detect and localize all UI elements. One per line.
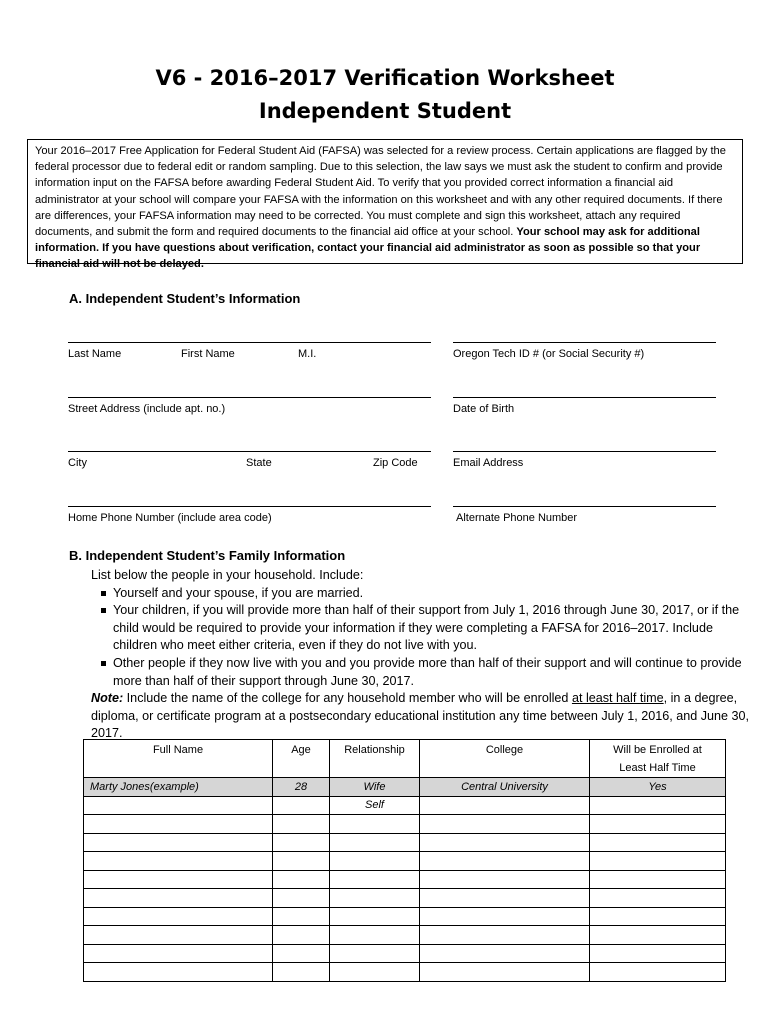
alt-phone-label: Alternate Phone Number xyxy=(456,512,578,524)
table-row[interactable] xyxy=(84,796,726,815)
household-table xyxy=(83,739,726,982)
email-field-line[interactable] xyxy=(453,451,716,452)
intro-bold-text-2: . If you have questions about verification, contact your financial aid administrator as soon as possible so that your financial aid will not be delayed. xyxy=(35,242,701,271)
table-row[interactable] xyxy=(84,963,726,982)
street-label: Street Address (include apt. no.) xyxy=(68,403,226,415)
list-item: Your children, if you will provide more than half of their support from July 1, 2016 through June 30, 2017, or if the child would be required to provide your information if they were completing a FAFSA for 2016–2017. Include children who meet either criteria, even if they do not live with you. xyxy=(91,602,751,655)
id-label: Oregon Tech ID # (or Social Security #) xyxy=(453,348,645,360)
col-age: Age xyxy=(273,740,330,778)
example-enrolled: Yes xyxy=(590,778,726,797)
street-field-line[interactable] xyxy=(68,397,431,398)
col-enrolled: Will be Enrolled at Least Half Time xyxy=(590,740,726,778)
table-row[interactable] xyxy=(84,815,726,834)
page-subtitle: Independent Student xyxy=(258,99,512,123)
intro-text: Your 2016–2017 Free Application for Federal Student Aid (FAFSA) was selected for a review process. Certain applications are flagged by the federal processor due to federal edit or random sampling. Due to this selection, the law says we must ask the student to confirm and provide information input on the FAFSA before awarding Federal Student Aid. To verify that you provided correct information a financial aid administrator at your school will compare your FAFSA with the information on this worksheet and with any other required documents. If there are differences, your FAFSA information may need to be corrected. You must complete and sign this worksheet, attach any required documents, and submit the form and required documents to the financial aid office at your school. xyxy=(35,145,726,239)
table-row[interactable] xyxy=(84,870,726,889)
list-item: Yourself and your spouse, if you are married. xyxy=(91,585,751,603)
note-paragraph: Note: Include the name of the college for any household member who will be enrolled at least half time, in a degree, diploma, or certificate program at a postsecondary educational institution any time between July 1, 2016, and June 30, 2017. xyxy=(91,691,750,741)
home-phone-field-line[interactable] xyxy=(68,506,431,507)
last-name-label: Last Name xyxy=(68,348,122,360)
table-row[interactable] xyxy=(84,926,726,945)
bullet-square-icon xyxy=(101,608,106,613)
self-label: Self xyxy=(330,796,420,815)
family-instructions xyxy=(91,567,751,743)
bullet-square-icon xyxy=(101,661,106,666)
zip-label: Zip Code xyxy=(373,457,418,469)
example-relationship: Wife xyxy=(330,778,420,797)
state-label: State xyxy=(246,457,272,469)
table-row[interactable] xyxy=(84,889,726,908)
section-a-heading: A. Independent Student’s Information xyxy=(69,291,301,306)
note-underlined: at least half time xyxy=(571,691,664,706)
city-field-line[interactable] xyxy=(68,451,431,452)
table-row[interactable] xyxy=(84,852,726,871)
table-header-row xyxy=(84,740,726,778)
page-title: V6 - 2016–2017 Verification Worksheet xyxy=(155,66,615,90)
intro-bold-text-1: Your school may ask for additional information xyxy=(35,226,700,255)
alt-phone-field-line[interactable] xyxy=(453,506,716,507)
family-bullet-list xyxy=(91,585,751,691)
list-item: Other people if they now live with you and you provide more than half of their support and will continue to provide more than half of their support through June 30, 2017. xyxy=(91,655,751,690)
example-college: Central University xyxy=(420,778,590,797)
col-full-name: Full Name xyxy=(84,740,273,778)
family-intro: List below the people in your household. Include: xyxy=(91,568,364,582)
home-phone-label: Home Phone Number (include area code) xyxy=(68,512,272,524)
intro-box xyxy=(27,139,743,271)
dob-field-line[interactable] xyxy=(453,397,716,398)
section-b-heading: B. Independent Student’s Family Information xyxy=(69,548,346,563)
mi-label: M.I. xyxy=(298,348,317,360)
table-row[interactable] xyxy=(84,833,726,852)
first-name-label: First Name xyxy=(181,348,235,360)
col-relationship: Relationship xyxy=(330,740,420,778)
example-row xyxy=(84,778,726,797)
email-label: Email Address xyxy=(453,457,524,469)
bullet-square-icon xyxy=(101,591,106,596)
table-row[interactable] xyxy=(84,944,726,963)
name-field-line[interactable] xyxy=(68,342,431,343)
example-age: 28 xyxy=(273,778,330,797)
example-name: Marty Jones(example) xyxy=(84,778,273,797)
dob-label: Date of Birth xyxy=(453,403,515,415)
table-row[interactable] xyxy=(84,907,726,926)
col-college: College xyxy=(420,740,590,778)
city-label: City xyxy=(68,457,87,469)
id-field-line[interactable] xyxy=(453,342,716,343)
note-label: Note: xyxy=(91,691,124,706)
